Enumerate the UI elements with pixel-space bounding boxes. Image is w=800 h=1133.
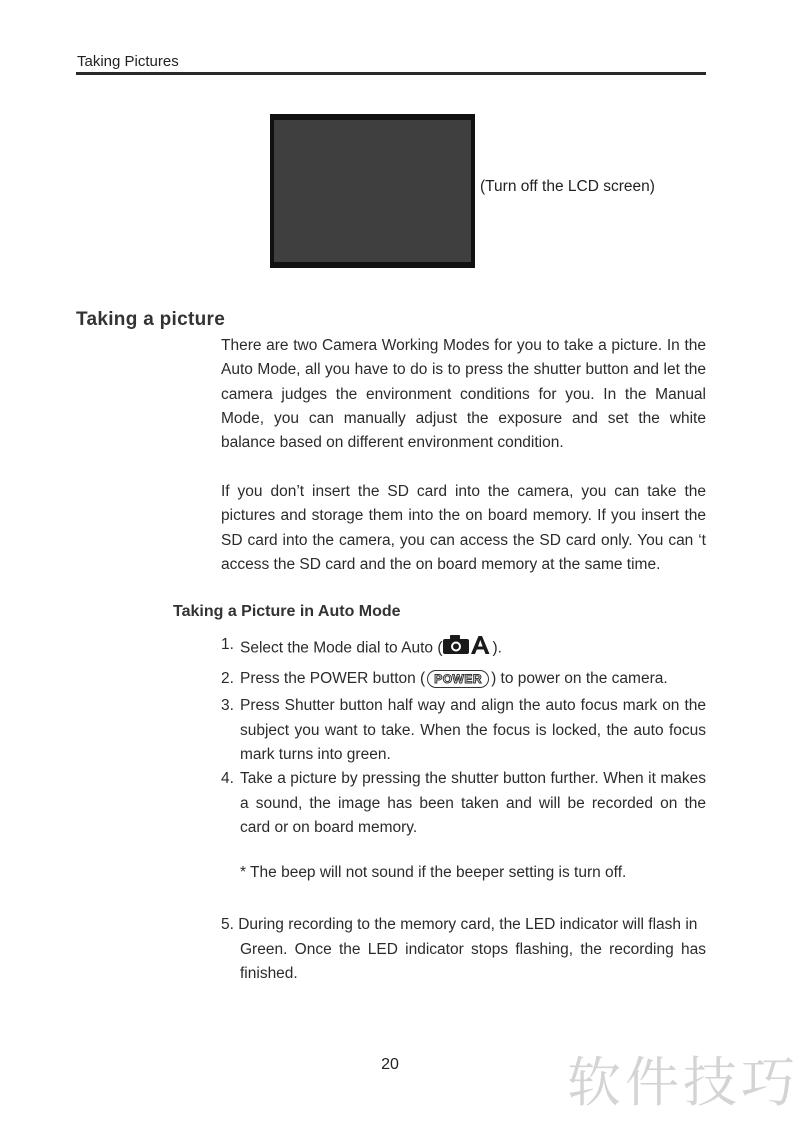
page-number: 20	[381, 1056, 399, 1073]
beep-note: * The beep will not sound if the beeper setting is turn off.	[240, 864, 627, 881]
step-number: 3.	[221, 697, 234, 714]
power-button-icon: POWER	[427, 670, 489, 688]
step-number: 2.	[221, 670, 234, 687]
figure-caption: (Turn off the LCD screen)	[480, 178, 655, 195]
header-divider	[76, 72, 706, 75]
step-number: 1.	[221, 636, 234, 653]
sd-card-paragraph: If you don’t insert the SD card into the camera, you can take the pictures and storage them into the on board memory. If you insert the SD card into the camera, you can access the SD card only. You can ‘t access the SD card and the on board memory at the same time.	[221, 483, 706, 573]
step-2	[221, 667, 706, 692]
lcd-screen-off-image	[270, 114, 475, 268]
step-text-end: ).	[492, 639, 502, 657]
lcd-screen-surface	[274, 120, 471, 262]
step-text: Take a picture by pressing the shutter button further. When it makes a sound, the image has been taken and will be recorded on the card or on board memory.	[240, 770, 706, 836]
step-text-end: ) to power on the camera.	[491, 670, 668, 687]
camera-auto-icon	[442, 633, 492, 664]
intro-paragraph: There are two Camera Working Modes for you to take a picture. In the Auto Mode, all you have to do is to press the shutter button and let the camera judges the environment conditions for you. In the Manual Mode, you can manually adjust the exposure and set the white balance based on different environment condition.	[221, 337, 706, 452]
step-number: 4.	[221, 770, 234, 787]
watermark: 软件技巧	[567, 1051, 799, 1114]
step-1	[221, 633, 706, 664]
step-text: Press Shutter button half way and align the auto focus mark on the subject you want to take. When the focus is locked, the auto focus mark turns into green.	[240, 697, 706, 763]
section-heading: Taking a picture	[76, 309, 226, 330]
step-text-first-line: 5. During recording to the memory card, the LED indicator will flash in	[221, 916, 698, 933]
step-5	[221, 913, 706, 987]
step-3	[221, 694, 706, 768]
step-4	[221, 767, 706, 841]
subsection-heading: Taking a Picture in Auto Mode	[173, 603, 401, 620]
page-header-title: Taking Pictures	[77, 53, 179, 70]
step-text: Press the POWER button (	[240, 670, 426, 687]
step-text-continuation: Green. Once the LED indicator stops flashing, the recording has finished.	[240, 940, 706, 982]
step-text: Select the Mode dial to Auto (	[240, 639, 443, 657]
